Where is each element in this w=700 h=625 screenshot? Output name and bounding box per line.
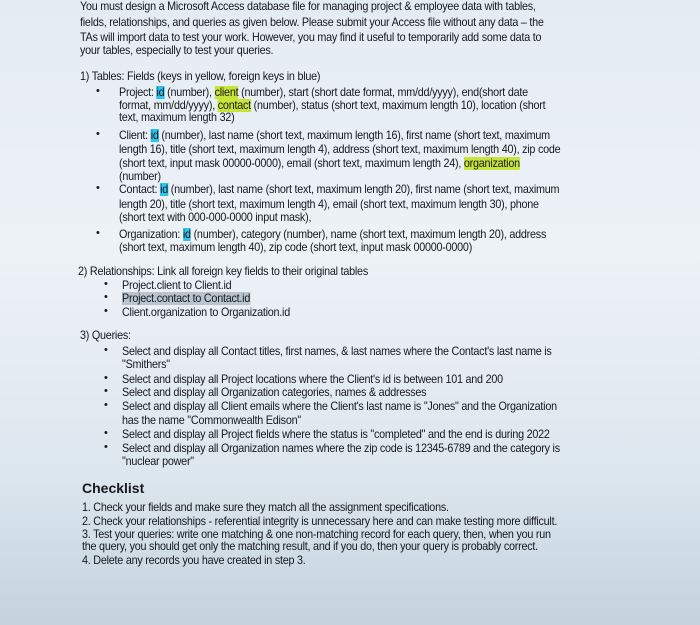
bullet-icon: •: [104, 441, 108, 453]
highlighted-field: organization: [463, 157, 520, 170]
text-segment: (number), category (number), name (short text, maximum length 20), address: [190, 228, 547, 241]
text-segment: (number), start (short date format, mm/dd/yyyy), end(short date: [238, 86, 528, 99]
table-spec-line: [119, 143, 560, 156]
highlighted-field: id: [160, 183, 168, 196]
checklist-item: [82, 554, 306, 567]
selected-text: Project.contact to Contact.id: [122, 292, 251, 305]
table-spec-line: [119, 157, 520, 170]
bullet-icon: •: [96, 227, 100, 239]
intro-line: [80, 16, 544, 29]
text-segment: length 20), title (short text, maximum length 4), email (short text, maximum length 30), phone: [119, 198, 539, 211]
text-segment: 1. Check your fields and make sure they match all the assignment specifications.: [82, 501, 449, 514]
text-segment: TAs will import data to test your work. However, you may find it useful to temporarily add some data to: [80, 31, 542, 44]
text-segment: fields, relationships, and queries as given below. Please submit your Access file without any data – the: [80, 16, 544, 29]
table-spec-line: [119, 198, 539, 211]
query-item: [122, 358, 170, 371]
text-segment: Client:: [119, 129, 151, 142]
section-heading: [78, 265, 368, 278]
text-segment: Select and display all Organization categories, names & addresses: [122, 386, 427, 399]
text-segment: Select and display all Organization names where the zip code is 12345-6789 and the category is: [122, 442, 560, 455]
relationship-item: [122, 306, 290, 319]
text-segment: Select and display all Client emails where the Client's last name is "Jones" and the Organization: [122, 400, 557, 413]
text-segment: the query, you should get only the matching result, and if you do, then your query is probably correct.: [82, 540, 538, 553]
section-heading: [80, 70, 320, 83]
bullet-icon: •: [104, 305, 108, 317]
table-spec-line: [119, 111, 234, 124]
checklist-item: [82, 540, 538, 553]
highlighted-field: id: [156, 86, 165, 99]
bullet-icon: •: [104, 385, 108, 397]
intro-line: [80, 0, 536, 13]
text-segment: has the name "Commonwealth Edison": [122, 414, 301, 427]
text-segment: 3) Queries:: [80, 329, 131, 342]
text-segment: format, mm/dd/yyyy),: [119, 99, 218, 112]
bullet-icon: •: [96, 182, 100, 194]
table-spec-line: [119, 211, 311, 224]
text-segment: 2. Check your relationships - referential integrity is unnecessary here and can make testing more difficult.: [82, 515, 558, 528]
highlighted-field: client: [214, 86, 239, 99]
bullet-icon: •: [104, 427, 108, 439]
text-segment: (number), status (short text, maximum length 10), location (short: [250, 99, 546, 112]
bullet-icon: •: [96, 85, 100, 97]
query-item: [122, 455, 194, 468]
table-spec-line: [119, 228, 546, 241]
text-segment: Contact:: [119, 183, 161, 196]
query-item: [122, 373, 503, 386]
text-segment: Project:: [119, 86, 157, 99]
text-segment: (short text, maximum length 40), zip code (short text, input mask 00000-0000): [119, 241, 473, 254]
text-segment: Organization:: [119, 228, 183, 241]
table-spec-line: [119, 241, 472, 254]
text-segment: text, maximum length 32): [119, 111, 235, 124]
bullet-icon: •: [104, 344, 108, 356]
text-segment: Client.organization to Organization.id: [122, 306, 290, 319]
bullet-icon: •: [104, 291, 108, 303]
bullet-icon: •: [104, 372, 108, 384]
relationship-item: [122, 292, 250, 305]
text-segment: your tables, especially to test your queries.: [80, 44, 274, 57]
text-segment: 4. Delete any records you have created in step 3.: [82, 554, 306, 567]
text-segment: 1) Tables: Fields (keys in yellow, foreign keys in blue): [80, 70, 321, 83]
intro-line: [80, 31, 541, 44]
query-item: [122, 386, 426, 399]
text-segment: 2) Relationships: Link all foreign key fields to their original tables: [78, 265, 368, 278]
query-item: [122, 442, 560, 455]
query-item: [122, 345, 552, 358]
checklist-item: [82, 515, 557, 528]
text-segment: (number): [119, 170, 161, 183]
query-item: [122, 428, 550, 441]
text-segment: Select and display all Contact titles, first names, & last names where the Contact's last name is: [122, 345, 552, 358]
bullet-icon: •: [96, 128, 100, 140]
highlighted-field: id: [150, 129, 159, 142]
highlighted-field: id: [182, 228, 191, 241]
text-segment: (number), last name (short text, maximum length 20), first name (short text, maximum: [167, 183, 560, 196]
text-segment: You must design a Microsoft Access database file for managing project & employee data with tables,: [80, 0, 536, 13]
bullet-icon: •: [104, 399, 108, 411]
relationship-item: [122, 279, 231, 292]
query-item: [122, 414, 301, 427]
text-segment: 3. Test your queries: write one matching & one non-matching record for each query, then, when you run: [82, 528, 551, 541]
table-spec-line: [119, 86, 528, 99]
text-segment: (number),: [164, 86, 215, 99]
query-item: [122, 400, 557, 413]
checklist-item: [82, 501, 449, 514]
intro-line: [80, 44, 273, 57]
table-spec-line: [119, 129, 550, 142]
highlighted-field: contact: [217, 99, 251, 112]
text-segment: (short text, input mask 00000-0000), email (short text, maximum length 24),: [119, 157, 464, 170]
text-segment: Select and display all Project fields where the status is "completed" and the end is during 2022: [122, 428, 550, 441]
table-spec-line: [119, 170, 161, 183]
text-segment: Select and display all Project locations where the Client's id is between 101 and 200: [122, 373, 503, 386]
text-segment: "nuclear power": [122, 455, 194, 468]
text-segment: length 16), title (short text, maximum length 4), address (short text, maximum length 40), zip code: [119, 143, 561, 156]
checklist-heading: Checklist: [82, 480, 145, 496]
table-spec-line: [119, 183, 559, 196]
text-segment: (number), last name (short text, maximum length 16), first name (short text, maximum: [158, 129, 550, 142]
text-segment: "Smithers": [122, 358, 170, 371]
bullet-icon: •: [104, 278, 108, 290]
text-segment: Project.client to Client.id: [122, 279, 232, 292]
section-heading: [80, 329, 131, 342]
text-segment: (short text with 000-000-0000 input mask),: [119, 211, 312, 224]
